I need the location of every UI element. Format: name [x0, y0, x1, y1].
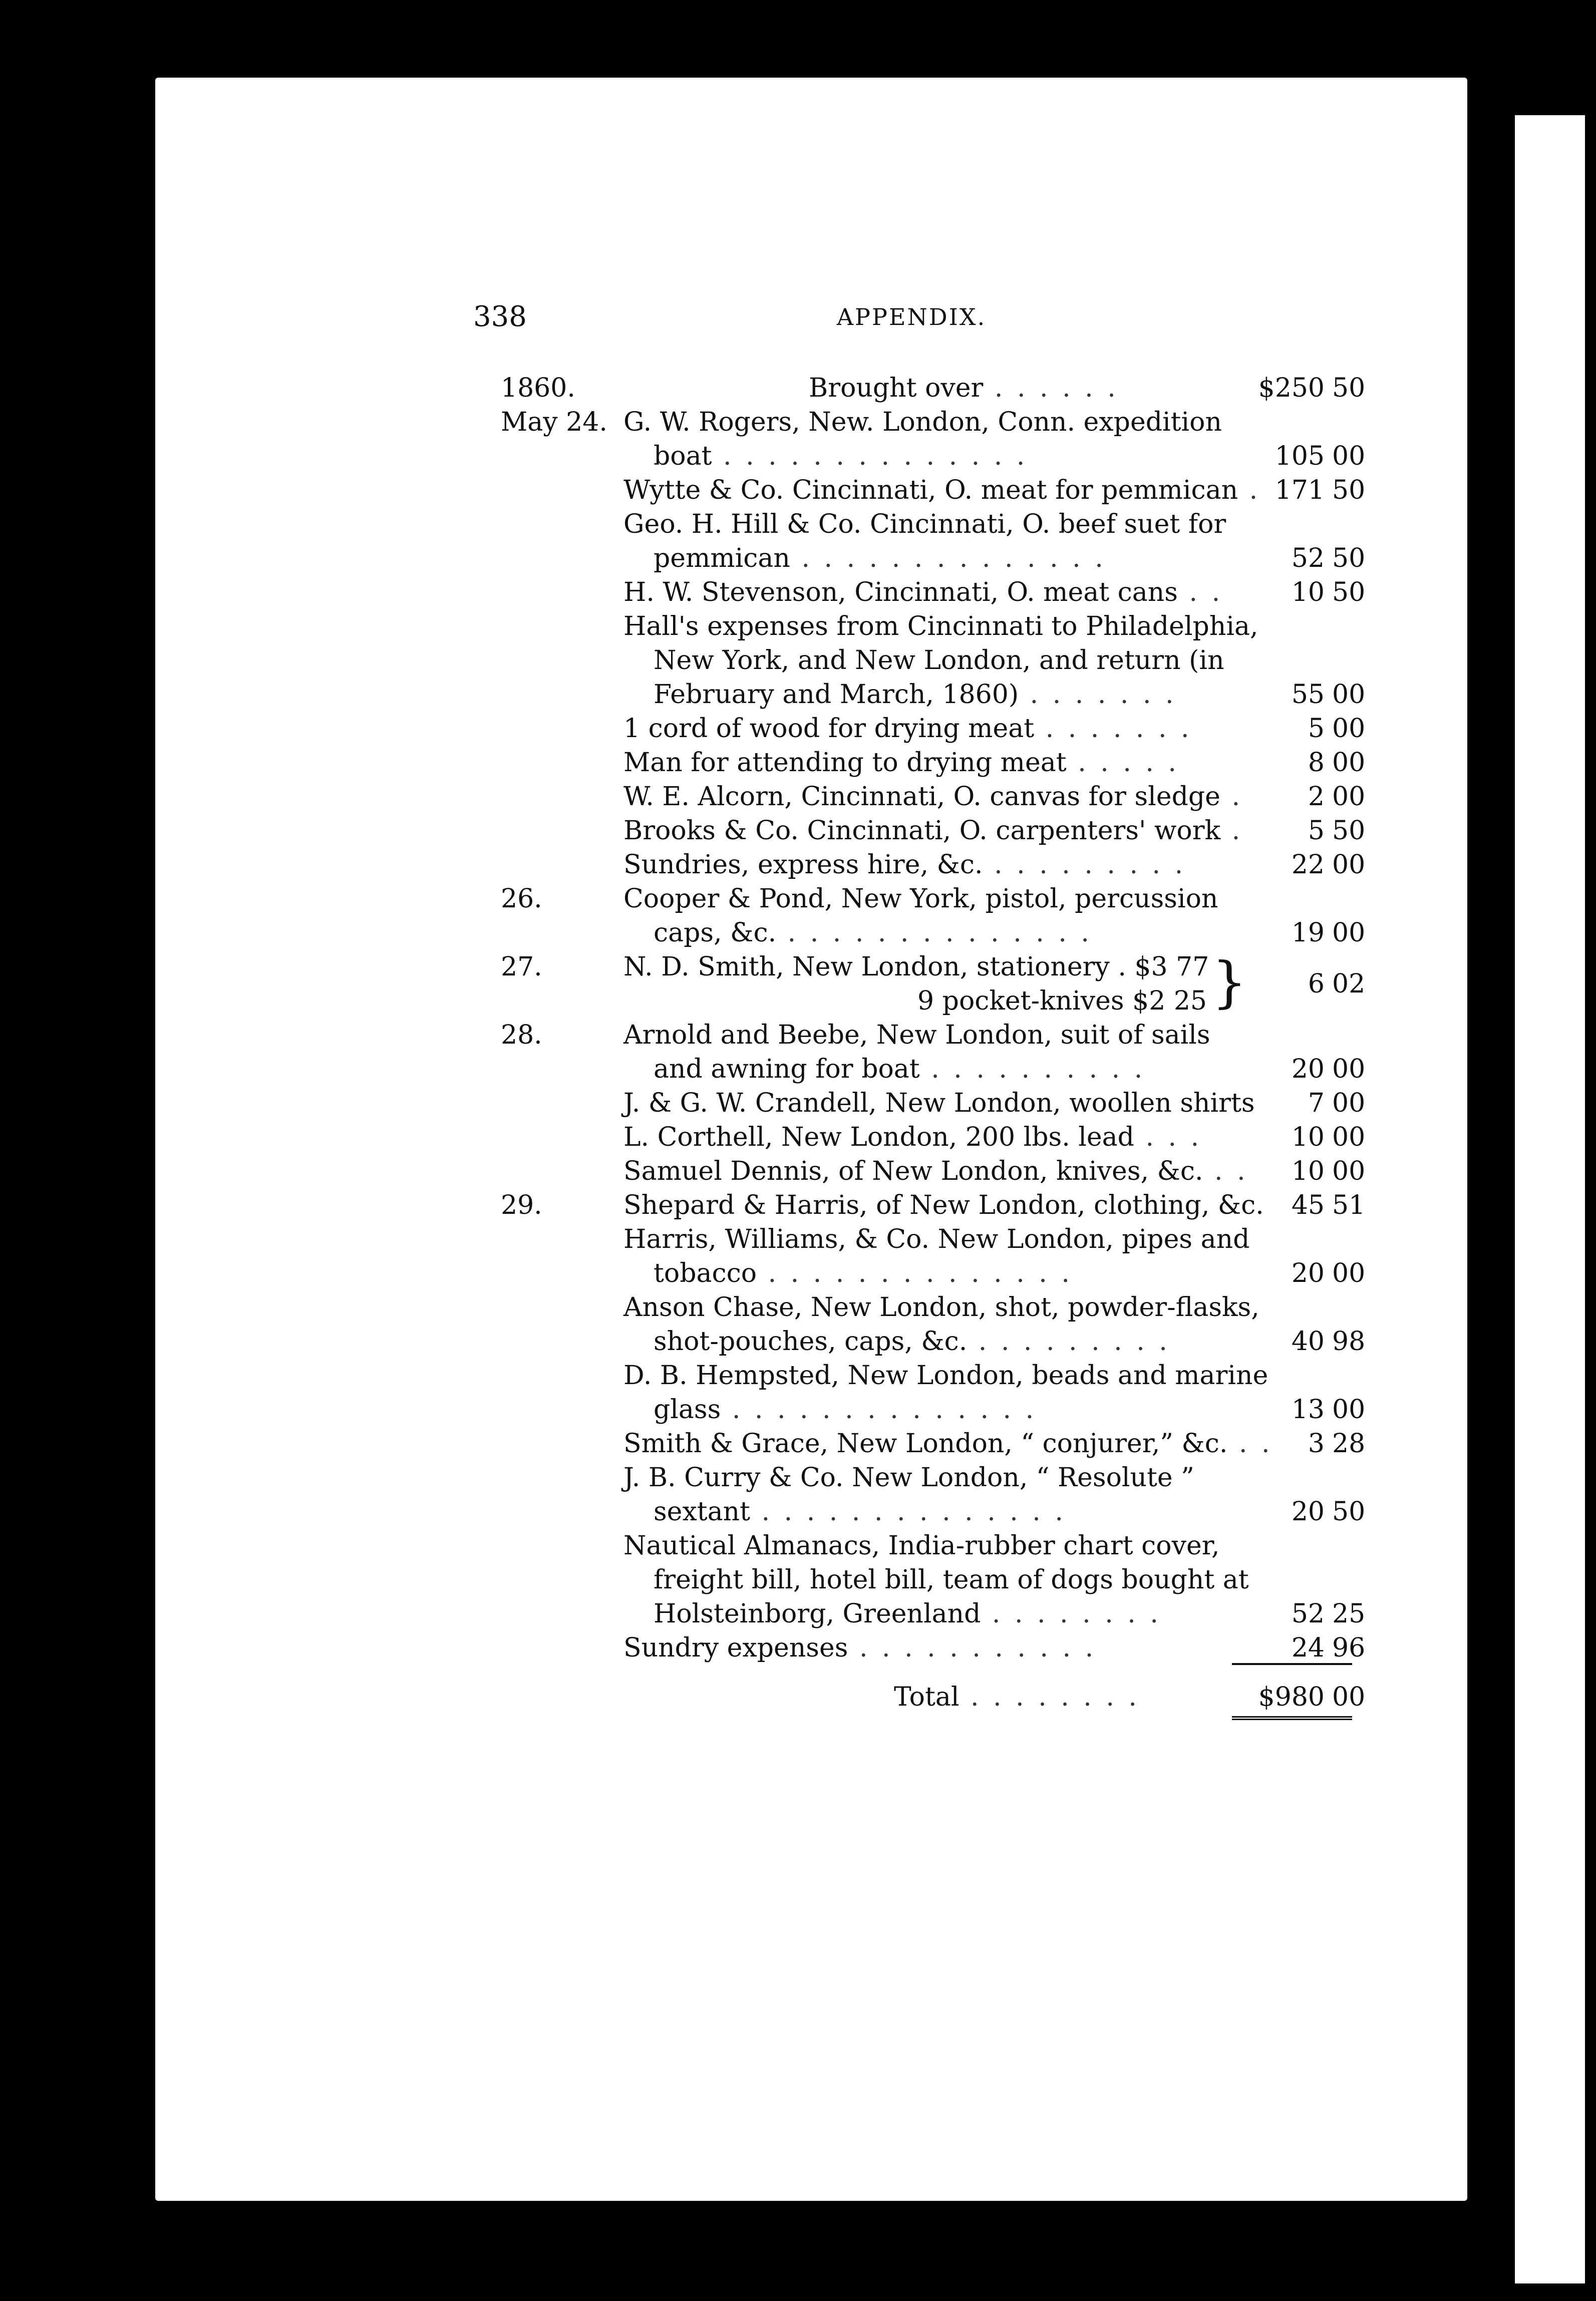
entry-text: Arnold and Beebe, New London, suit of sails [623, 1020, 1210, 1050]
ledger-row [501, 1429, 1366, 1463]
entry-description [654, 680, 1237, 710]
entry-text: tobacco [654, 1258, 757, 1288]
entry-text: Man for attending to drying meat [623, 748, 1067, 778]
ledger-row [501, 407, 1352, 441]
amount-cents: 00 [1332, 1156, 1366, 1186]
sub-item-text: 9 pocket-knives $2 25 [917, 986, 1207, 1016]
entry-description [623, 1190, 1264, 1220]
leader-dots: . . . . . . . . [981, 1599, 1161, 1629]
amount-cents: 50 [1332, 475, 1366, 505]
amount-dollars: 22 [1291, 850, 1325, 880]
amount-dollars: 10 [1291, 577, 1325, 607]
amount-cents: 50 [1332, 577, 1366, 607]
ledger-row [501, 1054, 1366, 1088]
amount-dollars: 20 [1291, 1054, 1325, 1084]
amount-cents: 02 [1332, 969, 1366, 999]
adjacent-page-edge [1515, 115, 1585, 2283]
expense-ledger [501, 373, 1366, 1726]
amount-dollars: 10 [1291, 1156, 1325, 1186]
entry-date: 26. [501, 884, 542, 914]
ledger-row [501, 1599, 1366, 1633]
entry-text: Cooper & Pond, New York, pistol, percussion [623, 884, 1218, 914]
ledger-row [501, 816, 1366, 850]
leader-dots: . . . . . . . [1019, 680, 1177, 710]
ledger-row [501, 1327, 1366, 1361]
ledger-row [501, 1088, 1366, 1122]
entry-description [623, 748, 1237, 778]
amount-dollars: 55 [1291, 680, 1325, 710]
entry-text: caps, &c. [654, 918, 777, 948]
leader-dots: . . . . . . . . . [983, 850, 1186, 880]
entry-text: New York, and New London, and return (in [654, 645, 1224, 676]
ledger-row [501, 918, 1366, 952]
entry-description [654, 645, 1237, 676]
amount-dollars: 40 [1291, 1327, 1325, 1357]
total-row [501, 1682, 1366, 1716]
ledger-row [501, 714, 1366, 748]
ledger-row [501, 1122, 1366, 1156]
entry-description [623, 475, 1261, 505]
entry-description [623, 714, 1237, 744]
entry-text: Smith & Grace, New London, “ conjurer,” &c. [623, 1429, 1228, 1459]
entry-text: freight bill, hotel bill, team of dogs bought at [654, 1565, 1249, 1595]
ledger-row [501, 611, 1352, 645]
leader-dots: . . . . . [1066, 748, 1179, 778]
leader-dots: . . . . . . . . [959, 1682, 1140, 1712]
leader-dots: . . [1203, 1156, 1248, 1186]
amount-cents: 25 [1332, 1599, 1366, 1629]
amount-dollars: 19 [1291, 918, 1325, 948]
amount-cents: 28 [1332, 1429, 1366, 1459]
amount-dollars: 5 [1308, 816, 1325, 846]
amount-dollars: 20 [1291, 1258, 1325, 1288]
leader-dots: . [1220, 782, 1243, 812]
entry-description [623, 1224, 1250, 1254]
entry-text: Anson Chase, New London, shot, powder-flasks, [623, 1292, 1259, 1323]
amount-cents: 00 [1332, 1122, 1366, 1152]
amount-cents: 00 [1332, 1395, 1366, 1425]
ledger-row [501, 1531, 1352, 1565]
leader-dots: . [1238, 475, 1261, 505]
entry-date: May 24. [501, 407, 607, 437]
amount-cents: 51 [1332, 1190, 1366, 1220]
total-label-block [623, 1682, 1507, 1712]
ledger-row [501, 1497, 1366, 1531]
amount-cents: 00 [1332, 1088, 1366, 1118]
entry-date: 27. [501, 952, 542, 982]
running-title: APPENDIX. [836, 303, 987, 331]
leader-dots: . . . . . . . . . . [919, 1054, 1146, 1084]
ledger-row [501, 1633, 1366, 1667]
entry-text: L. Corthell, New London, 200 lbs. lead [623, 1122, 1134, 1152]
leader-dots: . . . . . . . . . . . . . . [776, 918, 1092, 948]
entry-description [654, 918, 1237, 948]
leader-dots: . . . . . . . . . [967, 1327, 1170, 1357]
leader-dots: . . . . . . . . . . . . . . [750, 1497, 1066, 1527]
entry-description [623, 577, 1237, 607]
entry-text: February and March, 1860) [654, 680, 1019, 710]
total-double-rule [1232, 1716, 1352, 1722]
amount-dollars: 6 [1308, 969, 1325, 999]
entry-date: 1860. [501, 373, 575, 403]
entry-description [623, 1463, 1237, 1493]
amount-cents: 00 [1332, 918, 1366, 948]
ledger-row [501, 1020, 1352, 1054]
ledger-row [501, 509, 1352, 543]
ledger-row [501, 1156, 1366, 1190]
ledger-row [501, 748, 1366, 782]
entry-text: D. B. Hempsted, New London, beads and marine [623, 1361, 1268, 1391]
entry-text: N. D. Smith, New London, stationery . $3 77 [623, 952, 1209, 982]
ledger-row [501, 1361, 1352, 1395]
amount-cents: 00 [1332, 850, 1366, 880]
ledger-row [501, 475, 1366, 509]
leader-dots: . . . . . . . . . . . . . . [790, 543, 1106, 573]
entry-text: glass [654, 1395, 721, 1425]
amount-dollars: 105 [1274, 441, 1325, 471]
entry-description [623, 782, 1243, 812]
entry-description [623, 1531, 1237, 1561]
ledger-row [501, 680, 1366, 714]
entry-text: J. & G. W. Crandell, New London, woollen shirts [623, 1088, 1255, 1118]
entry-text: Hall's expenses from Cincinnati to Philadelphia, [623, 611, 1258, 641]
ledger-row [501, 543, 1366, 577]
leader-dots: . . [1177, 577, 1223, 607]
amount-cents: 50 [1332, 816, 1366, 846]
entry-text: Holsteinborg, Greenland [654, 1599, 981, 1629]
amount-dollars: 3 [1308, 1429, 1325, 1459]
amount-dollars: 13 [1291, 1395, 1325, 1425]
amount-cents: 00 [1332, 680, 1366, 710]
amount-cents: 00 [1332, 1258, 1366, 1288]
entry-description [654, 1327, 1237, 1357]
entry-text: Wytte & Co. Cincinnati, O. meat for pemmican [623, 475, 1238, 505]
entry-description [623, 1429, 1273, 1459]
amount-cents: 00 [1332, 441, 1366, 471]
entry-description [623, 1156, 1248, 1186]
spacer [501, 1716, 1352, 1726]
amount-dollars: 171 [1274, 475, 1325, 505]
entry-text: Geo. H. Hill & Co. Cincinnati, O. beef suet for [623, 509, 1226, 539]
entry-description [623, 1088, 1255, 1118]
entry-text: W. E. Alcorn, Cincinnati, O. canvas for sledge [623, 782, 1220, 812]
ledger-row [501, 373, 1366, 407]
entry-text: boat [654, 441, 712, 471]
leader-dots: . . . . . . . . . . . . . . [712, 441, 1028, 471]
entry-text: Sundries, express hire, &c. [623, 850, 983, 880]
amount-dollars: 52 [1291, 543, 1325, 573]
entry-description [623, 1020, 1237, 1050]
entry-description [623, 1292, 1259, 1323]
amount-dollars: 8 [1308, 748, 1325, 778]
entry-description [623, 611, 1258, 641]
amount-cents: 50 [1332, 373, 1366, 403]
entry-description [654, 1395, 1237, 1425]
ledger-row [501, 1463, 1352, 1497]
sum-rule [1232, 1663, 1352, 1665]
amount-cents: 98 [1332, 1327, 1366, 1357]
leader-dots: . . . [1134, 1122, 1202, 1152]
entry-description [623, 884, 1237, 914]
amount-cents: 00 [1332, 748, 1366, 778]
entry-text: Nautical Almanacs, India-rubber chart cover, [623, 1531, 1220, 1561]
amount-dollars: 5 [1308, 714, 1325, 744]
spacer [501, 1667, 1352, 1682]
page-number: 338 [473, 300, 527, 333]
amount-cents: 00 [1332, 714, 1366, 744]
entry-text: Sundry expenses [623, 1633, 848, 1663]
leader-dots: . [1220, 816, 1243, 846]
amount-cents: 00 [1332, 1054, 1366, 1084]
entry-description [654, 1497, 1237, 1527]
ledger-row [501, 850, 1366, 884]
entry-date: 28. [501, 1020, 542, 1050]
leader-dots: . . . . . . . . . . . . . . [721, 1395, 1037, 1425]
entry-text: 1 cord of wood for drying meat [623, 714, 1035, 744]
ledger-row [501, 577, 1366, 611]
ledger-row [501, 782, 1366, 816]
entry-text: J. B. Curry & Co. New London, “ Resolute ” [623, 1463, 1194, 1493]
amount-dollars: 10 [1291, 1122, 1325, 1152]
ledger-row [501, 1292, 1352, 1327]
leader-dots: . . [1227, 1429, 1273, 1459]
amount-dollars: 24 [1291, 1633, 1325, 1663]
entry-description [654, 1599, 1237, 1629]
entry-text: H. W. Stevenson, Cincinnati, O. meat cans [623, 577, 1178, 607]
ledger-row [501, 986, 1352, 1020]
ledger-row [501, 1565, 1352, 1599]
ledger-row [501, 1395, 1366, 1429]
amount-cents: 50 [1332, 543, 1366, 573]
ledger-row [501, 1190, 1366, 1224]
entry-text: Shepard & Harris, of New London, clothing, &c. [623, 1190, 1264, 1220]
total-cents: 00 [1332, 1682, 1366, 1712]
ledger-row [501, 645, 1352, 680]
entry-text: Brought over [809, 373, 984, 403]
entry-description [654, 543, 1237, 573]
amount-dollars: 7 [1308, 1088, 1325, 1118]
amount-dollars: 52 [1291, 1599, 1325, 1629]
entry-text: sextant [654, 1497, 751, 1527]
amount-dollars: 2 [1308, 782, 1325, 812]
leader-dots: . . . . . . . [1034, 714, 1192, 744]
entry-description [623, 816, 1243, 846]
entry-description [623, 1361, 1268, 1391]
entry-description [654, 441, 1237, 471]
entry-description [654, 1054, 1237, 1084]
entry-description [654, 1258, 1237, 1288]
total-dollars: $980 [1258, 1682, 1325, 1712]
ledger-row [501, 884, 1352, 918]
ledger-row [501, 1224, 1352, 1258]
entry-description [623, 850, 1237, 880]
amount-cents: 96 [1332, 1633, 1366, 1663]
entry-text: shot-pouches, caps, &c. [654, 1327, 968, 1357]
page-header [473, 300, 1350, 341]
leader-dots: . . . . . . . . . . . [848, 1633, 1097, 1663]
entry-text: and awning for boat [654, 1054, 920, 1084]
entry-text: Harris, Williams, & Co. New London, pipes and [623, 1224, 1250, 1254]
entry-date: 29. [501, 1190, 542, 1220]
ledger-row [501, 1258, 1366, 1292]
leader-dots: . . . . . . [983, 373, 1119, 403]
entry-description [623, 509, 1237, 539]
amount-cents: 00 [1332, 782, 1366, 812]
entry-description [654, 1565, 1249, 1595]
amount-cents: 50 [1332, 1497, 1366, 1527]
entry-description [623, 407, 1237, 437]
amount-dollars: 20 [1291, 1497, 1325, 1527]
amount-dollars: 45 [1291, 1190, 1325, 1220]
entry-description [623, 1122, 1237, 1152]
entry-text: Samuel Dennis, of New London, knives, &c. [623, 1156, 1203, 1186]
entry-description [623, 1633, 1237, 1663]
entry-text: Brooks & Co. Cincinnati, O. carpenters' work [623, 816, 1221, 846]
brace-mark: } [1212, 950, 1247, 1014]
entry-text: pemmican [654, 543, 790, 573]
entry-description [623, 952, 1237, 982]
leader-dots: . . . . . . . . . . . . . . [757, 1258, 1073, 1288]
amount-dollars: $250 [1258, 373, 1325, 403]
entry-text: G. W. Rogers, New. London, Conn. expedition [623, 407, 1222, 437]
ledger-row [501, 441, 1366, 475]
total-label: Total [894, 1682, 960, 1712]
